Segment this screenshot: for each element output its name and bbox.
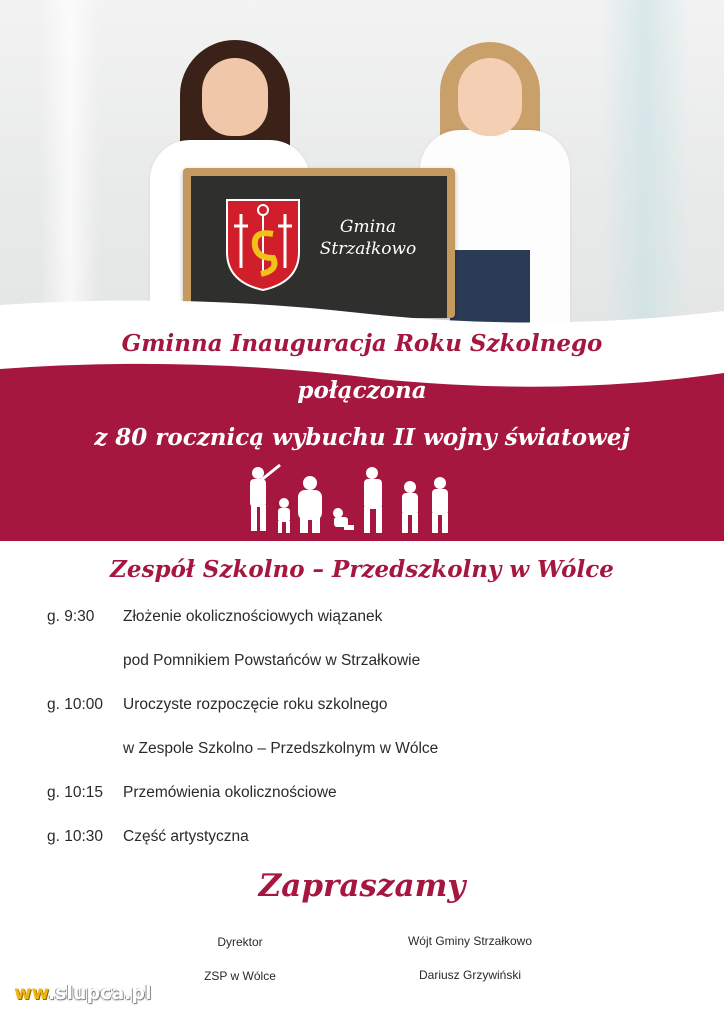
gmina-line2: Strzałkowo bbox=[319, 239, 417, 259]
curtain bbox=[600, 0, 690, 330]
coat-of-arms-icon bbox=[223, 196, 303, 292]
schedule-desc: Złożenie okolicznościowych wiązanek bbox=[123, 608, 383, 625]
watermark-text: .slupca.pl bbox=[47, 982, 152, 1004]
schedule-desc: Uroczyste rozpoczęcie roku szkolnego bbox=[123, 696, 388, 713]
invitation-title: Zapraszamy bbox=[258, 868, 466, 904]
girl-right-face bbox=[458, 58, 522, 136]
signature-left-role: Dyrektor bbox=[217, 935, 263, 949]
gmina-line1: Gmina bbox=[339, 217, 397, 237]
anniversary-title: z 80 rocznicą wybuchu II wojny światowej bbox=[94, 424, 630, 451]
schedule-time: g. 10:00 bbox=[47, 696, 104, 713]
signature-right-name: Dariusz Grzywiński bbox=[418, 968, 521, 982]
site-watermark bbox=[14, 982, 151, 1004]
schedule-desc: Część artystyczna bbox=[123, 828, 249, 845]
watermark-mark: ww bbox=[14, 982, 48, 1004]
soldiers-silhouette-icon bbox=[240, 455, 460, 535]
gmina-name bbox=[309, 216, 427, 260]
event-title: Gminna Inauguracja Roku Szkolnego bbox=[121, 330, 603, 357]
signature-left-org: ZSP w Wólce bbox=[204, 969, 276, 983]
girl-left-face bbox=[202, 58, 268, 136]
signature-right-role: Wójt Gminy Strzałkowo bbox=[407, 934, 533, 948]
schedule-time: g. 10:15 bbox=[47, 784, 104, 801]
schedule-time: g. 9:30 bbox=[47, 608, 95, 625]
schedule-desc: Przemówienia okolicznościowe bbox=[123, 784, 337, 801]
venue-title: Zespół Szkolno – Przedszkolny w Wólce bbox=[110, 556, 614, 583]
schedule-desc: w Zespole Szkolno – Przedszkolnym w Wólce bbox=[123, 740, 439, 757]
curtain bbox=[40, 0, 100, 330]
schedule-desc: pod Pomnikiem Powstańców w Strzałkowie bbox=[123, 652, 421, 669]
schedule-time: g. 10:30 bbox=[47, 828, 104, 845]
header-photo bbox=[0, 0, 724, 330]
event-subtitle: połączona bbox=[297, 377, 427, 404]
